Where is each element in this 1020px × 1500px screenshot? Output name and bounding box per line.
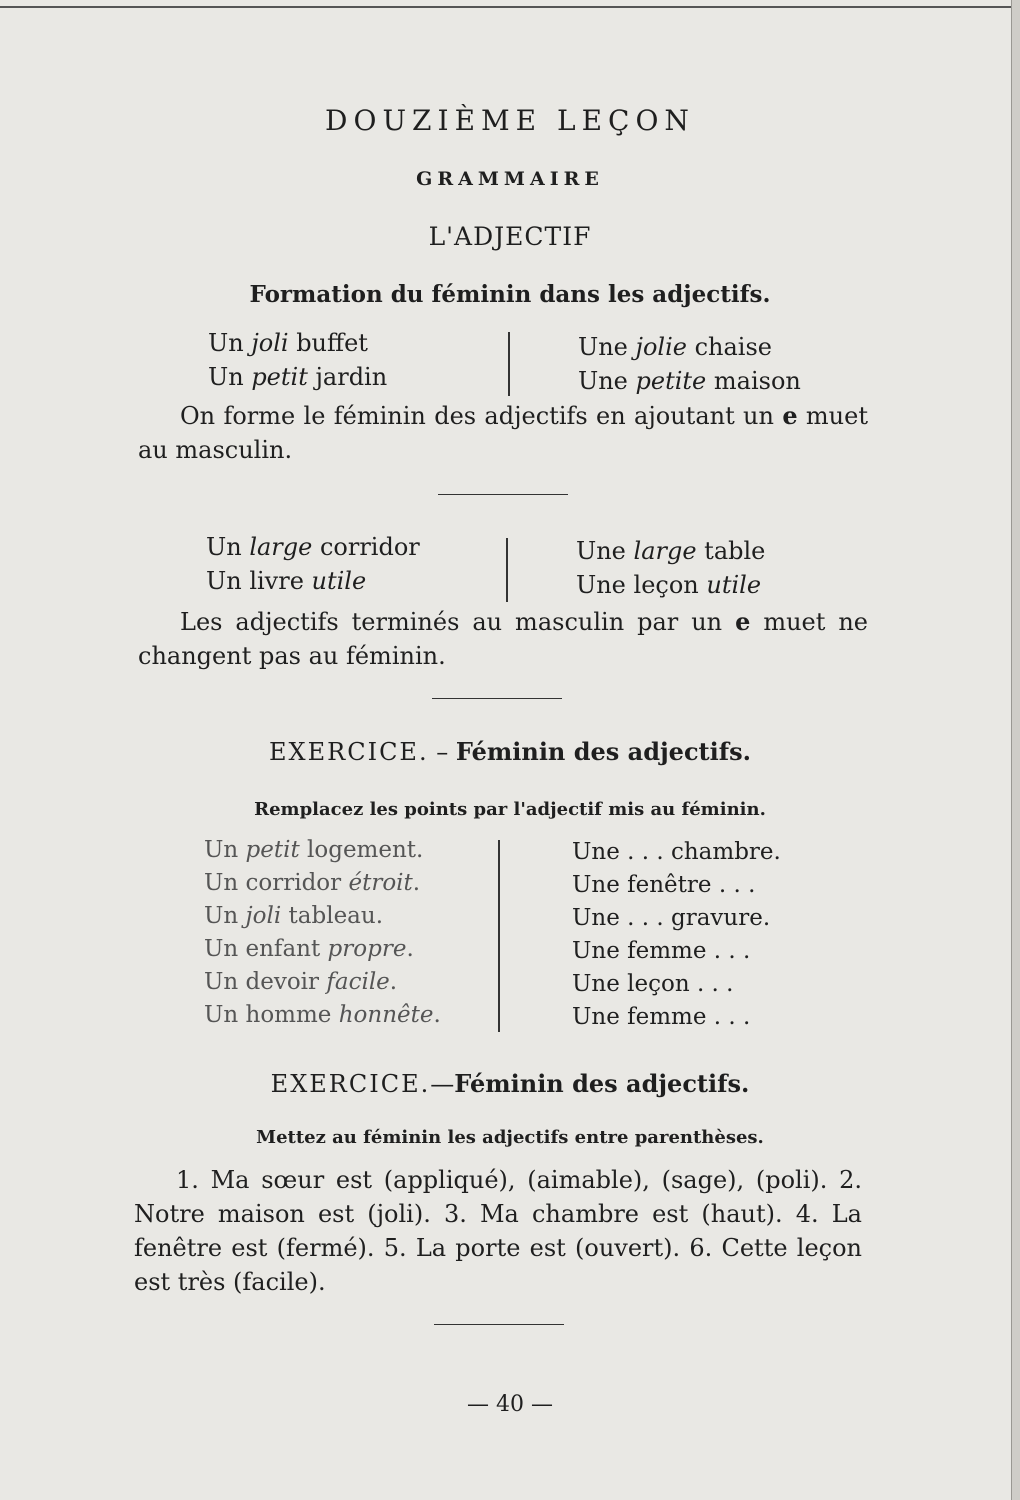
rule2-text: Les adjectifs terminés au masculin par un e muet ne changent pas au féminin. [138,607,868,670]
example-row: Un large corridor [206,533,420,561]
exercise1-instruction: Remplacez les points par l'adjectif mis au féminin. [254,799,766,820]
rule1-masculine-examples [208,326,387,394]
lesson-title: DOUZIÈME LEÇON [325,104,695,137]
example-row: Un livre utile [206,567,367,595]
list-item: Une . . . chambre. [572,839,781,865]
list-item: Un petit logement. [204,837,424,863]
list-item: Une femme . . . [572,938,751,964]
exercise2-title: EXERCICE.—Féminin des adjectifs. [270,1069,750,1098]
example-row: Une large table [576,537,766,565]
rule1-feminine-examples [578,330,801,398]
example-row: Un petit jardin [208,363,388,391]
section-heading: GRAMMAIRE [416,168,604,190]
exercise1-feminine-list [572,836,781,1034]
column-divider [498,840,500,1032]
example-row: Un joli buffet [208,329,368,357]
rule2-masculine-examples [206,530,420,598]
separator-rule [434,1324,564,1325]
rule1-title: Formation du féminin dans les adjectifs. [249,281,771,308]
topic-heading: L'ADJECTIF [428,222,592,251]
list-item: Un enfant propre. [204,936,414,962]
exercise1-masculine-list [204,834,441,1032]
page-number: — 40 — [467,1392,553,1417]
list-item: Un corridor étroit. [204,870,421,896]
list-item: Une . . . gravure. [572,905,771,931]
column-divider [508,332,510,396]
list-item: Un joli tableau. [204,903,384,929]
rule1-text: On forme le féminin des adjectifs en ajoutant un e muet au masculin. [138,401,868,464]
list-item: Une leçon . . . [572,971,734,997]
example-row: Une leçon utile [576,571,762,599]
rule2-feminine-examples [576,534,765,602]
list-item: Une fenêtre . . . [572,872,756,898]
list-item: Une femme . . . [572,1004,751,1030]
exercise1-title: EXERCICE. – Féminin des adjectifs. [269,737,751,766]
exercise2-text: 1. Ma sœur est (appliqué), (aimable), (sage), (poli). 2. Notre maison est (joli). 3. Ma chambre est (haut). 4. La fenêtre est (fermé). 5. La porte est (ouvert). 6. Cette leçon est très (facile). [134,1166,862,1296]
separator-rule [432,698,562,699]
separator-rule [438,494,568,495]
list-item: Un devoir facile. [204,969,398,995]
list-item: Un homme honnête. [204,1002,441,1028]
exercise2-instruction: Mettez au féminin les adjectifs entre parenthèses. [256,1127,764,1148]
example-row: Une petite maison [578,367,801,395]
column-divider [506,538,508,602]
example-row: Une jolie chaise [578,333,772,361]
top-rule [0,6,1020,8]
